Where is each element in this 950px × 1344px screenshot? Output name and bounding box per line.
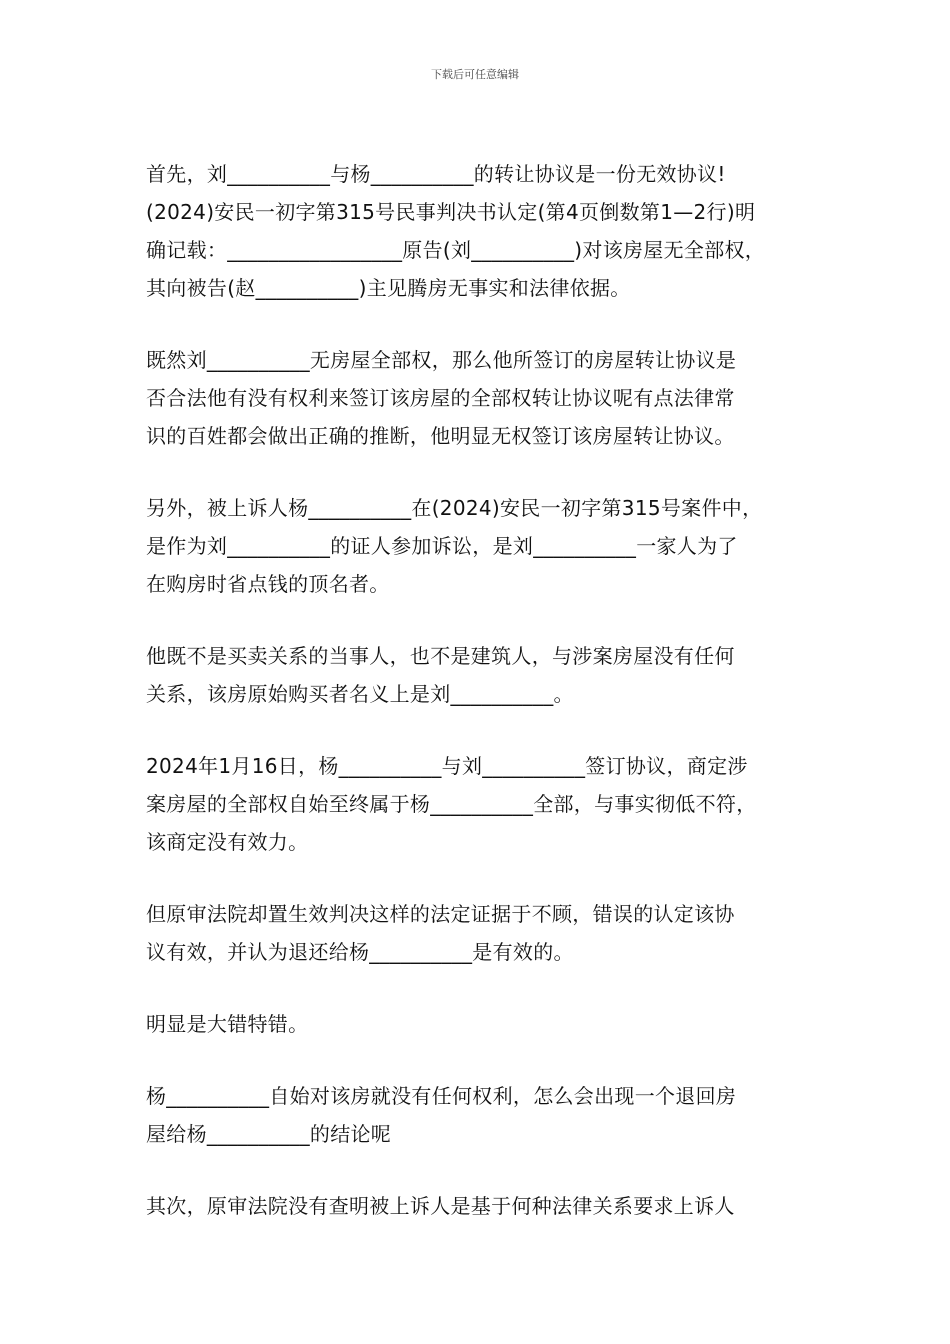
text-line: 是作为刘__________的证人参加诉讼，是刘__________一家人为了 — [146, 534, 738, 558]
paragraph — [146, 155, 826, 307]
paragraph — [146, 1187, 826, 1225]
text-line: 关系，该房原始购买者名义上是刘__________。 — [146, 682, 574, 706]
paragraph — [146, 1077, 826, 1153]
document-body — [146, 155, 826, 1259]
text-line: 另外，被上诉人杨__________在(2024)安民一初字第315号案件中， — [146, 496, 763, 520]
paragraph — [146, 341, 826, 455]
page-header-note: 下载后可任意编辑 — [431, 68, 519, 81]
text-line: 2024年1月16日，杨__________与刘__________签订协议，商定涉 — [146, 754, 748, 778]
text-line: 但原审法院却置生效判决这样的法定证据于不顾，错误的认定该协 — [146, 902, 735, 926]
text-line: 其次，原审法院没有查明被上诉人是基于何种法律关系要求上诉人 — [146, 1194, 735, 1218]
text-line: 既然刘__________无房屋全部权，那么他所签订的房屋转让协议是 — [146, 348, 737, 372]
text-line: 屋给杨__________的结论呢 — [146, 1122, 392, 1146]
text-line: 确记载：_________________原告(刘__________)对该房屋无全部权， — [146, 238, 766, 262]
text-line: 识的百姓都会做出正确的推断，他明显无权签订该房屋转让协议。 — [146, 424, 735, 448]
text-line: 他既不是买卖关系的当事人，也不是建筑人，与涉案房屋没有任何 — [146, 644, 735, 668]
paragraph — [146, 489, 826, 603]
text-line: 该商定没有效力。 — [146, 830, 309, 854]
text-line: 首先，刘__________与杨__________的转让协议是一份无效协议! — [146, 162, 726, 186]
paragraph — [146, 747, 826, 861]
text-line: 杨__________自始对该房就没有任何权利，怎么会出现一个退回房 — [146, 1084, 737, 1108]
text-line: 否合法他有没有权利来签订该房屋的全部权转让协议呢有点法律常 — [146, 386, 735, 410]
paragraph — [146, 1005, 826, 1043]
text-line: 其向被告(赵__________)主见腾房无事实和法律依据。 — [146, 276, 631, 300]
text-line: 案房屋的全部权自始至终属于杨__________全部，与事实彻低不符， — [146, 792, 757, 816]
text-line: 在购房时省点钱的顶名者。 — [146, 572, 390, 596]
text-line: (2024)安民一初字第315号民事判决书认定(第4页倒数第1—2行)明 — [146, 200, 756, 224]
paragraph — [146, 637, 826, 713]
text-line: 明显是大错特错。 — [146, 1012, 309, 1036]
text-line: 议有效，并认为退还给杨__________是有效的。 — [146, 940, 574, 964]
paragraph — [146, 895, 826, 971]
